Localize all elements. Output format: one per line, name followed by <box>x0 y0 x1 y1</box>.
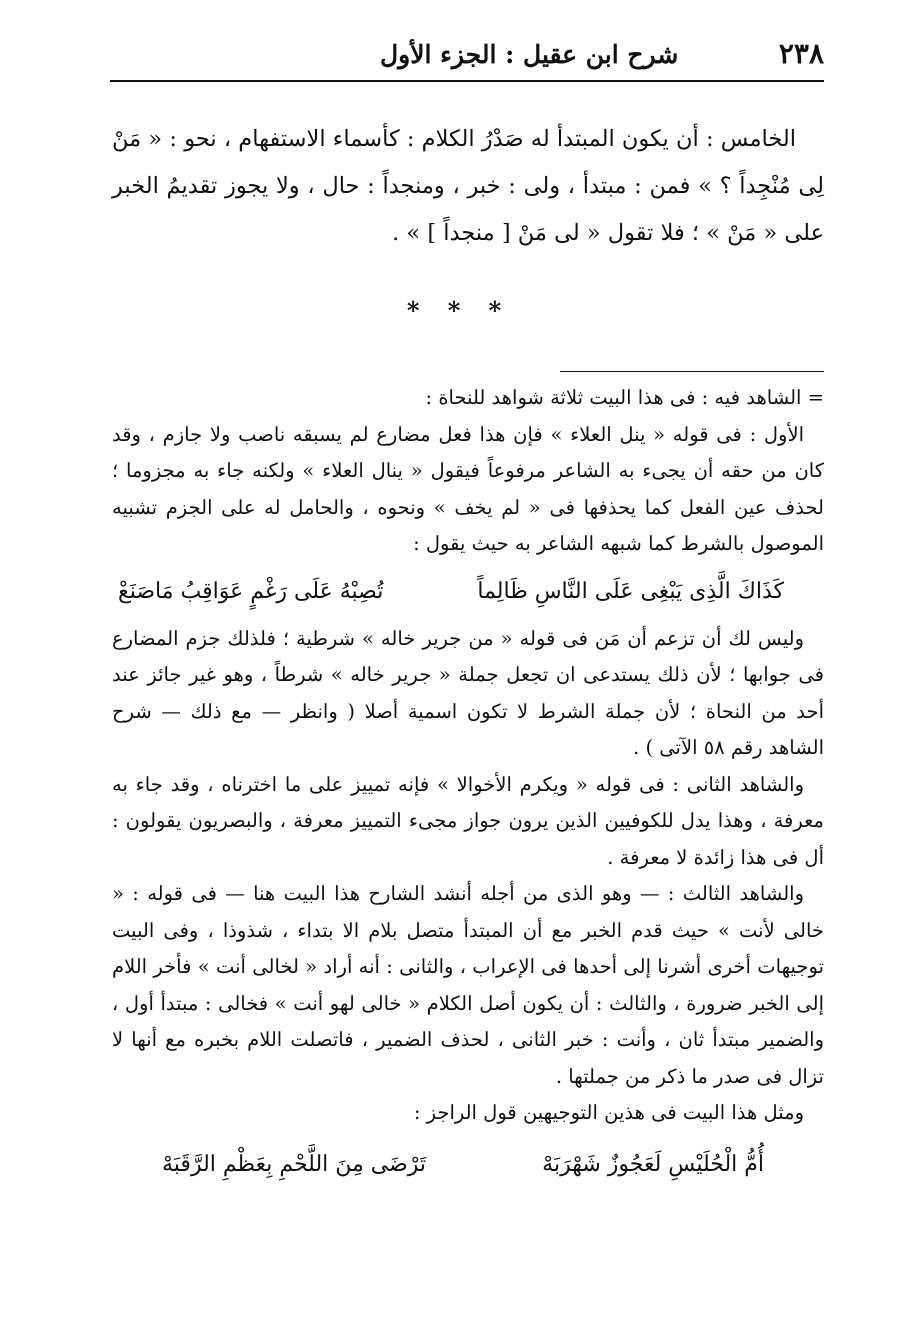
page-number: ٢٣٨ <box>778 37 824 70</box>
footnote-paragraph-3: والشاهد الثانى : فى قوله « ويكرم الأخوالا » فإنه تمييز على ما اخترناه ، وقد جاء به معرفة ، وهذا يدل للكوفيين الذين يرون جواز مجىء التمييز معرفة ، والبصريون يقولون : أل فى هذا زائدة لا معرفة . <box>112 772 824 869</box>
verse-2-second-hemistich: تَرْضَى مِنَ اللَّحْمِ بِعَظْمِ الرَّقَبَهْ <box>162 1151 427 1177</box>
verse-1-first-hemistich: كَذَاكَ الَّذِى يَبْغِى عَلَى النَّاسِ ظَالِماً <box>477 578 784 604</box>
footnote-paragraph-5: ومثل هذا البيت فى هذين التوجيهين قول الراجز : <box>413 1101 804 1124</box>
footnote <box>112 380 824 1194</box>
main-text <box>112 116 824 257</box>
verse-2 <box>112 1136 824 1194</box>
footnote-paragraph-4: والشاهد الثالث : — وهو الذى من أجله أنشد الشارح هذا البيت هنا — فى قوله : « خالى لأنت » حيث قدم الخبر مع أن المبتدأ متصل بلام الا بتداء ، شذوذا ، وفى البيت توجيهات أخرى أشرنا إلى أحدها فى الإعراب ، والثانى : أنه أراد « لخالى أنت » فأخر اللام إلى الخبر ضرورة ، والثالث : أن يكون أصل الكلام « خالى لهو أنت » فخالى : مبتدأ أول ، والضمير مبتدأ ثان ، وأنت : خبر الثانى ، لحذف الضمير ، فاتصلت اللام بخبره مع أنها لا تزال فى صدر ما ذكر من جملتها . <box>112 882 824 1088</box>
verse-2-first-hemistich: أُمُّ الْحُلَيْسِ لَعَجُوزٌ شَهْرَبَهْ <box>542 1151 764 1177</box>
main-paragraph: الخامس : أن يكون المبتدأ له صَدْرُ الكلام : كأسماء الاستفهام ، نحو : « مَنْ لِى مُنْجِداً ؟ » فمن : مبتدأ ، ولى : خبر ، ومنجداً : حال ، ولا يجوز تقديمُ الخبر على « مَنْ » ؛ فلا تقول « لى مَنْ [ منجداً ] » . <box>112 126 824 246</box>
footnote-rule <box>560 371 824 372</box>
footnote-paragraph-1: الأول : فى قوله « ينل العلاء » فإن هذا فعل مضارع لم يسبقه ناصب ولا جازم ، وقد كان من حقه أن يجىء به الشاعر مرفوعاً فيقول « ينال العلاء » ولكنه جاء به مجزوما ؛ لحذف عين الفعل كما يحذفها فى « لم يخف » ونحوه ، والحامل له على الجزم تشبيه الموصول بالشرط كما شبهه الشاعر به حيث يقول : <box>112 422 824 555</box>
footnote-paragraph-2: وليس لك أن تزعم أن مَن فى قوله « من جرير خاله » شرطية ؛ فلذلك جزم المضارع فى جوابها ؛ لأن ذلك يستدعى ان تجعل جملة « جرير خاله » شرطاً ، وهو غير جائز عند أحد من النحاة ؛ لأن جملة الشرط لا تكون اسمية أصلا ( وانظر — مع ذلك — شرح الشاهد رقم ٥٨ الآتى ) . <box>112 626 824 759</box>
verse-1-second-hemistich: تُصِبْهُ عَلَى رَغْمٍ عَوَاقِبُ مَاصَنَعْ <box>118 578 384 604</box>
footnote-title: = الشاهد فيه : فى هذا البيت ثلاثة شواهد للنحاة : <box>425 386 824 409</box>
section-separator: * * * <box>406 296 512 325</box>
running-title: شرح ابن عقيل : الجزء الأول <box>380 40 679 69</box>
verse-1 <box>112 563 824 621</box>
page-header <box>110 34 824 82</box>
